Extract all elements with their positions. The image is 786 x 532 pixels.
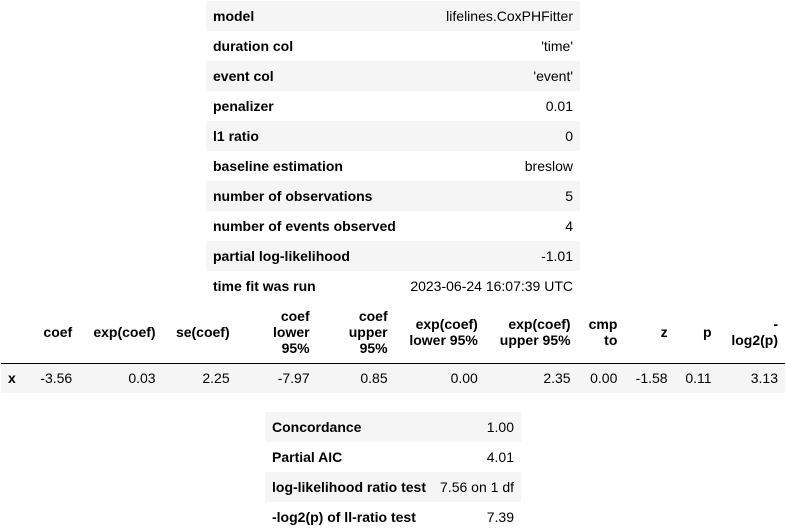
cell-exp-coef-upper-95: 2.35: [543, 370, 571, 387]
col-header-z: z: [624, 301, 674, 363]
stats-row: [265, 442, 521, 472]
cell-coef: -3.56: [40, 370, 73, 387]
cell-z: -1.58: [635, 370, 668, 387]
cell-se-coef: 2.25: [202, 370, 230, 387]
summary-label: model: [213, 8, 255, 24]
summary-label: penalizer: [213, 98, 274, 114]
row-covariate-name: x: [8, 370, 16, 387]
cell-exp-coef-lower-95: 0.00: [450, 370, 478, 387]
summary-value: 4: [565, 218, 573, 234]
cell-p: 0.11: [685, 370, 712, 387]
model-summary-table: [206, 1, 580, 301]
col-header-se-coef: se(coef): [163, 301, 237, 363]
stats-value: 4.01: [486, 449, 514, 465]
summary-row: [206, 151, 580, 181]
stats-row: [265, 502, 521, 532]
coef-header-row: [1, 301, 785, 363]
summary-row: [206, 91, 580, 121]
stats-label: Partial AIC: [272, 449, 343, 465]
stats-value: 7.56 on 1 df: [440, 479, 514, 495]
stats-value: 7.39: [486, 509, 514, 525]
col-header-neg-log2-p: - log2(p): [719, 301, 785, 363]
col-header-exp-coef: exp(coef): [79, 301, 162, 363]
summary-label: partial log-likelihood: [213, 248, 350, 264]
col-header-coef-upper-95: coef upper 95%: [317, 301, 395, 363]
summary-label: number of observations: [213, 188, 373, 204]
summary-label: event col: [213, 68, 274, 84]
col-header-exp-coef-lower-95: exp(coef) lower 95%: [395, 301, 485, 363]
cell-cmp-to: 0.00: [590, 370, 618, 387]
cell-neg-log2-p: 3.13: [750, 370, 778, 387]
summary-label: baseline estimation: [213, 158, 343, 174]
summary-value: -1.01: [541, 248, 573, 264]
row-index-header: [1, 301, 29, 363]
table-row: [1, 363, 785, 393]
stats-row: [265, 412, 521, 442]
stats-label: Concordance: [272, 419, 362, 435]
cell-coef-upper-95: 0.85: [360, 370, 388, 387]
summary-value: 'event': [533, 68, 573, 84]
stats-label: -log2(p) of ll-ratio test: [272, 509, 416, 525]
summary-row: [206, 211, 580, 241]
summary-value: 0: [565, 128, 573, 144]
col-header-cmp-to: cmp to: [578, 301, 625, 363]
summary-row: [206, 61, 580, 91]
summary-label: time fit was run: [213, 278, 316, 294]
summary-row: [206, 1, 580, 31]
col-header-coef: coef: [29, 301, 79, 363]
summary-row: [206, 241, 580, 271]
summary-value: breslow: [524, 158, 573, 174]
summary-row: [206, 121, 580, 151]
col-header-coef-lower-95: coef lower 95%: [237, 301, 317, 363]
summary-row: [206, 181, 580, 211]
col-header-p: p: [675, 301, 719, 363]
stats-row: [265, 472, 521, 502]
summary-label: duration col: [213, 38, 294, 54]
summary-label: l1 ratio: [213, 128, 259, 144]
summary-value: 0.01: [545, 98, 573, 114]
summary-value: 2023-06-24 16:07:39 UTC: [410, 278, 573, 294]
coefficients-table: [1, 301, 785, 393]
stats-value: 1.00: [486, 419, 514, 435]
summary-value: lifelines.CoxPHFitter: [446, 8, 573, 24]
summary-value: 5: [565, 188, 573, 204]
fit-statistics-table: [265, 412, 521, 532]
cell-coef-lower-95: -7.97: [277, 370, 310, 387]
stats-label: log-likelihood ratio test: [272, 479, 427, 495]
cell-exp-coef: 0.03: [128, 370, 156, 387]
col-header-exp-coef-upper-95: exp(coef) upper 95%: [485, 301, 578, 363]
summary-value: 'time': [541, 38, 573, 54]
summary-row: [206, 271, 580, 301]
summary-row: [206, 31, 580, 61]
summary-label: number of events observed: [213, 218, 396, 234]
